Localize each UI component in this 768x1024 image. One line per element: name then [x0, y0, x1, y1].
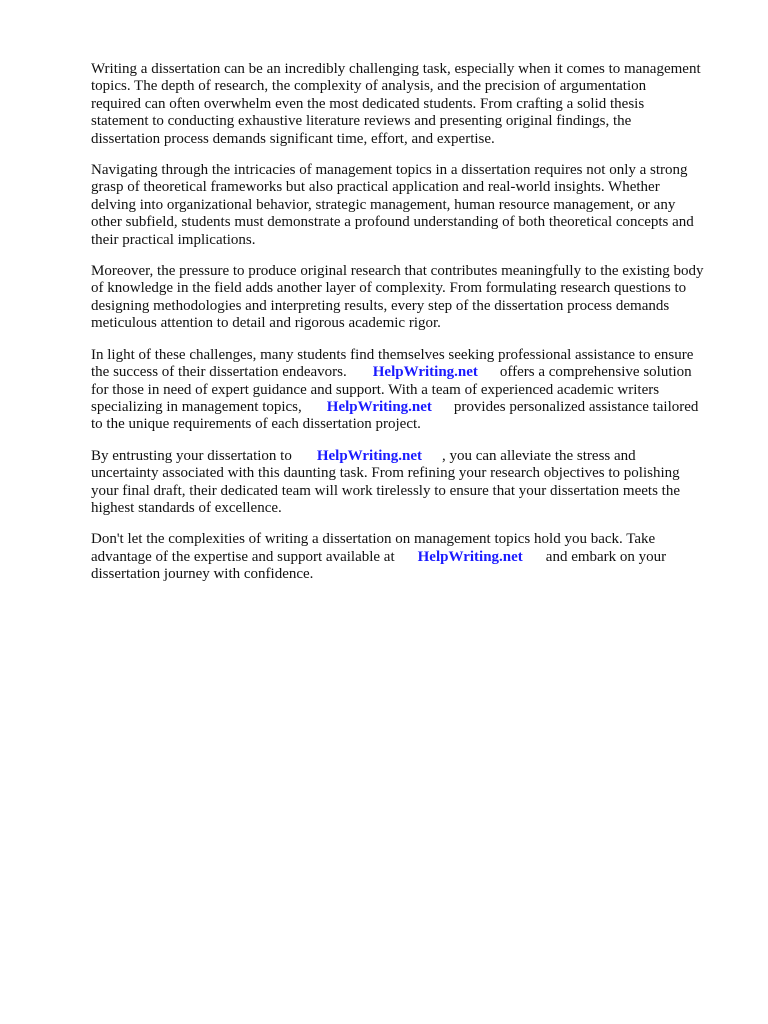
paragraph-moreover — [91, 263, 731, 333]
paragraph-intro — [91, 61, 731, 148]
text-line: dissertation journey with confidence. — [91, 566, 314, 583]
paragraph-entrusting — [91, 448, 731, 518]
text-line: meticulous attention to detail and rigorous academic rigor. — [91, 315, 441, 332]
text-line: for those in need of expert guidance and support. With a team of experienced academic writers — [91, 381, 660, 398]
text-segment: and embark on your — [545, 548, 667, 565]
text-line: statement to conducting exhaustive literature reviews and presenting original findings, the — [91, 113, 632, 130]
text-line — [91, 549, 731, 566]
text-segment: offers a comprehensive solution — [499, 364, 692, 381]
text-line: dissertation process demands significant time, effort, and expertise. — [91, 130, 495, 147]
paragraph-light-of-challenges — [91, 347, 731, 434]
text-line: topics. The depth of research, the complexity of analysis, and the precision of argumentation — [91, 78, 647, 95]
text-line: their practical implications. — [91, 231, 256, 248]
text-segment: , you can alleviate the stress and — [441, 447, 636, 464]
text-segment: the success of their dissertation endeavors. — [91, 364, 347, 381]
text-line: Moreover, the pressure to produce original research that contributes meaningfully to the existing body — [91, 263, 704, 280]
text-line — [91, 399, 731, 416]
text-segment: specializing in management topics, — [91, 398, 302, 415]
text-line: designing methodologies and interpreting results, every step of the dissertation process demands — [91, 297, 670, 314]
helpwriting-link[interactable]: HelpWriting.net — [372, 364, 478, 381]
text-line: Don't let the complexities of writing a dissertation on management topics hold you back. Take — [91, 531, 656, 548]
text-line: highest standards of excellence. — [91, 499, 282, 516]
text-line — [91, 448, 731, 465]
text-line: In light of these challenges, many students find themselves seeking professional assistance to ensure — [91, 346, 694, 363]
paragraph-navigating — [91, 162, 731, 249]
text-segment: By entrusting your dissertation to — [91, 447, 292, 464]
helpwriting-link[interactable]: HelpWriting.net — [316, 447, 422, 464]
text-segment: advantage of the expertise and support available at — [91, 548, 395, 565]
text-line: other subfield, students must demonstrate a profound understanding of both theoretical concepts and — [91, 214, 694, 231]
text-line: your final draft, their dedicated team will work tirelessly to ensure that your dissertation meets the — [91, 482, 680, 499]
text-line: Navigating through the intricacies of management topics in a dissertation requires not only a strong — [91, 162, 688, 179]
helpwriting-link[interactable]: HelpWriting.net — [326, 398, 432, 415]
document-page — [91, 61, 731, 598]
text-line: of knowledge in the field adds another layer of complexity. From formulating research questions to — [91, 280, 687, 297]
text-line — [91, 364, 731, 381]
text-line: to the unique requirements of each dissertation project. — [91, 416, 421, 433]
text-line: required can often overwhelm even the most dedicated students. From crafting a solid thesis — [91, 95, 645, 112]
text-line: Writing a dissertation can be an incredibly challenging task, especially when it comes to management — [91, 61, 701, 77]
text-line: delving into organizational behavior, strategic management, human resource management, or any — [91, 196, 676, 213]
text-segment: provides personalized assistance tailored — [453, 398, 699, 415]
paragraph-closing — [91, 531, 731, 583]
helpwriting-link[interactable]: HelpWriting.net — [417, 548, 523, 565]
text-line: grasp of theoretical frameworks but also practical application and real-world insights. Whether — [91, 179, 660, 196]
text-line: uncertainty associated with this daunting task. From refining your research objectives to polishing — [91, 465, 680, 482]
